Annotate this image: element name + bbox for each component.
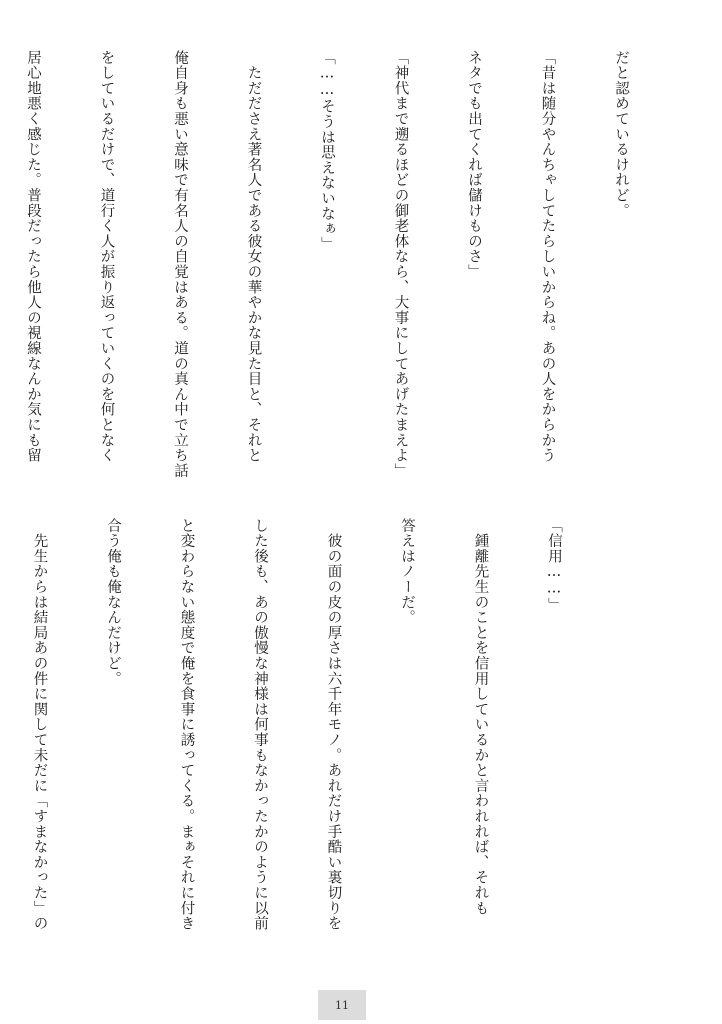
bottom-text-block — [31, 518, 615, 963]
text-line: した後も、あの傲慢な神様は何事もなかったかのように以前 — [252, 518, 268, 932]
text-line: ただださえ著名人である彼女の華やかな見た目と、それと — [245, 50, 262, 464]
text-line: をしているだけで、道行く人が振り返っていくのを何となく — [98, 50, 115, 464]
top-text-block — [25, 50, 682, 482]
text-line: 居心地悪く感じた。普段だったら他人の視線なんか気にも留 — [25, 50, 41, 464]
page-number: 11 — [318, 990, 366, 1020]
text-line: と変わらない態度で俺を食事に誘ってくる。まぁそれに付き — [178, 518, 195, 932]
text-line: 鍾離先生のことを信用しているかと言われれば、それも — [472, 518, 489, 916]
text-line: 「信用……」 — [546, 518, 562, 613]
text-line: 答えはノーだ。 — [399, 518, 415, 626]
text-line: だと認めているけれど。 — [613, 50, 629, 219]
text-line: 「昔は随分やんちゃしてたらしいからね。あの人をからかう — [539, 50, 556, 464]
text-line: 彼の面の皮の厚さは六千年モノ。あれだけ手酷い裏切りを — [325, 518, 342, 932]
text-line: 合う俺も俺なんだけど。 — [105, 518, 121, 687]
text-line: 俺自身も悪い意味で有名人の自覚はある。道の真ん中で立ち話 — [172, 50, 188, 479]
text-line: ネタでも出てくれば儲けものさ」 — [466, 50, 482, 280]
text-line: 「……そうは思えないなぁ」 — [319, 50, 335, 252]
text-line: 先生からは結局あの件に関して未だに「すまなかった」の — [31, 518, 48, 932]
text-line: 「神代まで遡るほどの御老体なら、大事にしてあげたまえよ」 — [392, 50, 409, 479]
